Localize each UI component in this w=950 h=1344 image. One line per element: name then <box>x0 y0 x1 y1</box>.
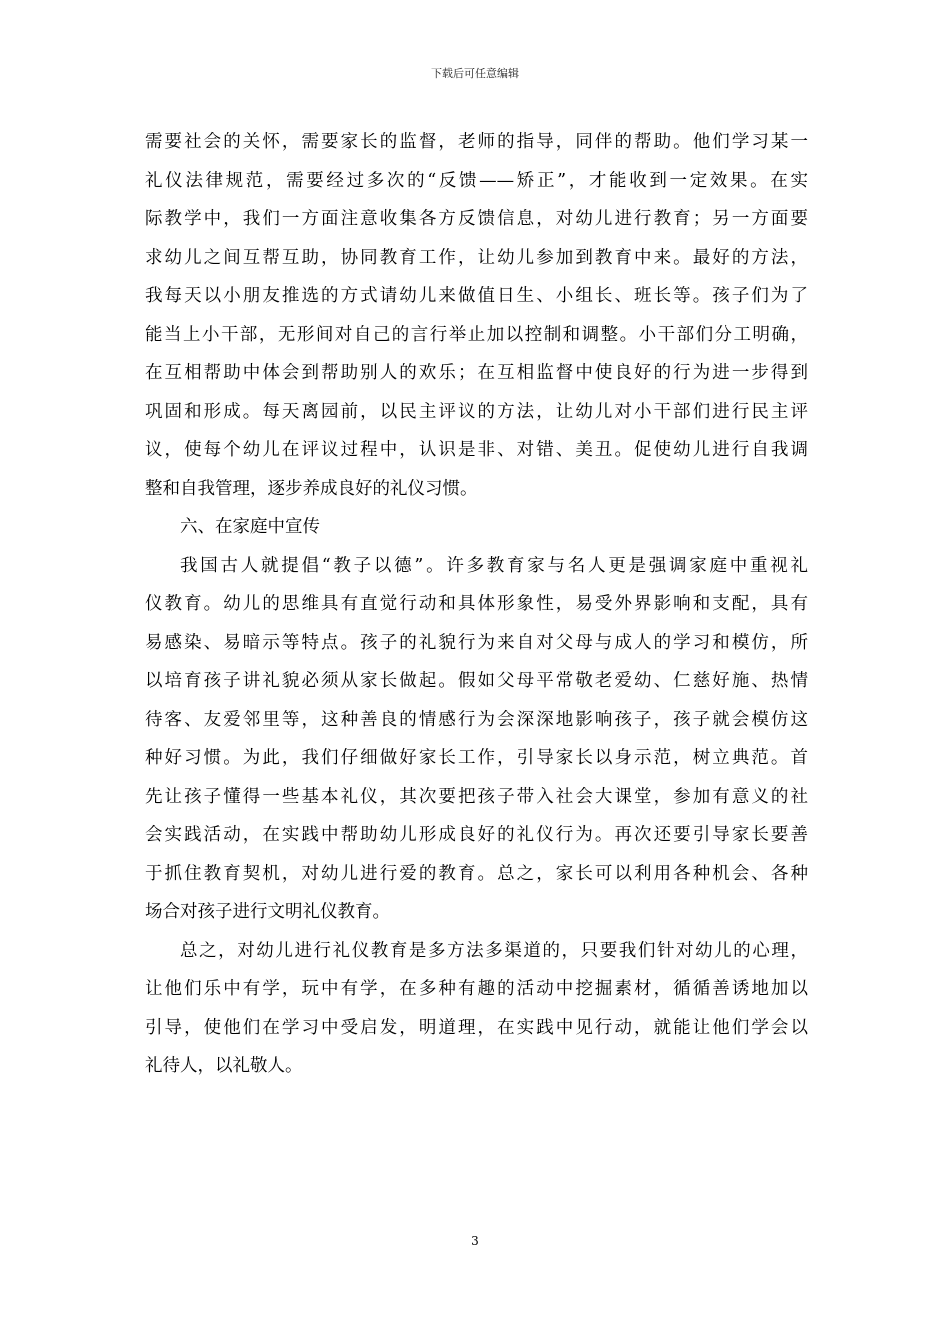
text-line: 仪教育。幼儿的思维具有直觉行动和具体形象性，易受外界影响和支配，具有 <box>145 594 808 614</box>
text-line: 引导，使他们在学习中受启发，明道理，在实践中见行动，就能让他们学会以 <box>145 1017 808 1038</box>
text-line: 我国古人就提倡“教子以德”。许多教育家与名人更是强调家庭中重视礼 <box>180 555 808 576</box>
page-number: 3 <box>471 1234 479 1248</box>
text-line: 种好习惯。为此，我们仔细做好家长工作，引导家长以身示范，树立典范。首 <box>145 748 808 768</box>
text-line: 在互相帮助中体会到帮助别人的欢乐；在互相监督中使良好的行为进一步得到 <box>145 363 808 383</box>
text-line: 礼待人，以礼敬人。 <box>145 1056 303 1076</box>
text-line: 以培育孩子讲礼貌必须从家长做起。假如父母平常敬老爱幼、仁慈好施、热情 <box>145 671 808 691</box>
text-line: 巩固和形成。每天离园前，以民主评议的方法，让幼儿对小干部们进行民主评 <box>145 401 808 422</box>
text-line: 整和自我管理，逐步养成良好的礼仪习惯。 <box>145 478 478 499</box>
text-line: 礼仪法律规范，需要经过多次的“反馈——矫正”，才能收到一定效果。在实 <box>145 170 808 191</box>
text-line: 际教学中，我们一方面注意收集各方反馈信息，对幼儿进行教育；另一方面要 <box>145 209 808 229</box>
text-line: 易感染、易暗示等特点。孩子的礼貌行为来自对父母与成人的学习和模仿，所 <box>145 632 808 653</box>
text-line: 先让孩子懂得一些基本礼仪，其次要把孩子带入社会大课堂，参加有意义的社 <box>145 786 808 807</box>
text-line: 求幼儿之间互帮互助，协同教育工作，让幼儿参加到教育中来。最好的方法， <box>145 247 808 268</box>
paragraph <box>145 123 808 508</box>
text-line: 议，使每个幼儿在评议过程中，认识是非、对错、美丑。促使幼儿进行自我调 <box>145 440 808 460</box>
paragraph <box>145 547 808 932</box>
text-line: 我每天以小朋友推选的方式请幼儿来做值日生、小组长、班长等。孩子们为了 <box>145 286 808 306</box>
text-line: 需要社会的关怀，需要家长的监督，老师的指导，同伴的帮助。他们学习某一 <box>145 132 808 152</box>
text-line: 会实践活动，在实践中帮助幼儿形成良好的礼仪行为。再次还要引导家长要善 <box>145 825 808 845</box>
text-line: 待客、友爱邻里等，这种善良的情感行为会深深地影响孩子，孩子就会模仿这 <box>145 709 808 730</box>
text-line: 总之，对幼儿进行礼仪教育是多方法多渠道的，只要我们针对幼儿的心理， <box>180 940 808 961</box>
page-header: 下载后可任意编辑 <box>431 67 519 80</box>
section-heading <box>145 508 808 547</box>
heading-text: 六、在家庭中宣传 <box>180 517 320 537</box>
text-line: 让他们乐中有学，玩中有学，在多种有趣的活动中挖掘素材，循循善诱地加以 <box>145 979 808 999</box>
text-line: 于抓住教育契机，对幼儿进行爱的教育。总之，家长可以利用各种机会、各种 <box>145 863 808 884</box>
document-body <box>145 123 808 1086</box>
text-line: 场合对孩子进行文明礼仪教育。 <box>145 902 390 922</box>
paragraph <box>145 932 808 1086</box>
text-line: 能当上小干部，无形间对自己的言行举止加以控制和调整。小干部们分工明确， <box>145 324 808 345</box>
